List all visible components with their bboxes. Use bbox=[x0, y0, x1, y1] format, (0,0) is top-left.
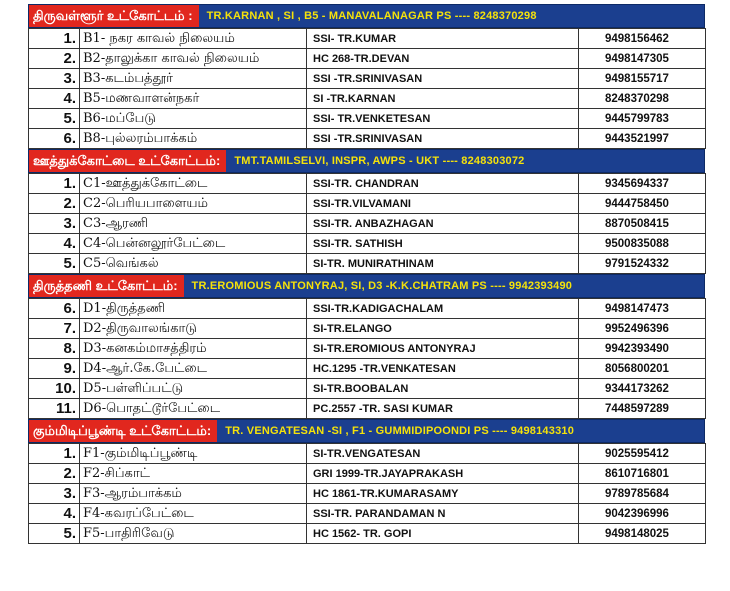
row-number: 2. bbox=[29, 49, 80, 69]
officer-name: SSI-TR.VILVAMANI bbox=[307, 194, 579, 214]
table-row bbox=[29, 484, 706, 504]
table-row bbox=[29, 109, 706, 129]
station-name: F4-கவரப்பேட்டை bbox=[80, 504, 307, 524]
officer-name: SI-TR.BOOBALAN bbox=[307, 379, 579, 399]
officer-name: SI-TR.VENGATESAN bbox=[307, 444, 579, 464]
station-name: B6-மப்பேடு bbox=[80, 109, 307, 129]
row-number: 3. bbox=[29, 214, 80, 234]
table-row bbox=[29, 379, 706, 399]
subdivision-header bbox=[28, 274, 705, 298]
station-name: B5-மணவாளன்நகர் bbox=[80, 89, 307, 109]
officer-name: SSI-TR. SATHISH bbox=[307, 234, 579, 254]
row-number: 5. bbox=[29, 524, 80, 544]
officer-name: HC 1562- TR. GOPI bbox=[307, 524, 579, 544]
phone-number: 9445799783 bbox=[579, 109, 706, 129]
subdivision-officer-info: TMT.TAMILSELVI, INSPR, AWPS - UKT ---- 8248303072 bbox=[234, 155, 525, 167]
officer-name: SSI -TR.SRINIVASAN bbox=[307, 129, 579, 149]
table-row bbox=[29, 399, 706, 419]
phone-number: 9498148025 bbox=[579, 524, 706, 544]
row-number: 11. bbox=[29, 399, 80, 419]
officer-name: SSI-TR. PARANDAMAN N bbox=[307, 504, 579, 524]
subdivision-officer-info: TR.EROMIOUS ANTONYRAJ, SI, D3 -K.K.CHATRAM PS ---- 9942393490 bbox=[191, 280, 573, 292]
officer-name: PC.2557 -TR. SASI KUMAR bbox=[307, 399, 579, 419]
subdivision-header bbox=[28, 419, 705, 443]
table-row bbox=[29, 29, 706, 49]
station-table bbox=[28, 298, 706, 419]
station-name: F5-பாதிரிவேடு bbox=[80, 524, 307, 544]
officer-name: SI -TR.KARNAN bbox=[307, 89, 579, 109]
officer-name: SI-TR.EROMIOUS ANTONYRAJ bbox=[307, 339, 579, 359]
table-row bbox=[29, 444, 706, 464]
station-name: D4-ஆர்.கே.பேட்டை bbox=[80, 359, 307, 379]
row-number: 6. bbox=[29, 299, 80, 319]
officer-name: HC.1295 -TR.VENKATESAN bbox=[307, 359, 579, 379]
police-contact-sheet bbox=[28, 4, 705, 544]
subdivision-title: ஊத்துக்கோட்டை உட்கோட்டம்: bbox=[29, 150, 226, 172]
row-number: 1. bbox=[29, 444, 80, 464]
row-number: 4. bbox=[29, 89, 80, 109]
row-number: 1. bbox=[29, 29, 80, 49]
officer-name: SI-TR.ELANGO bbox=[307, 319, 579, 339]
station-name: D5-பள்ளிப்பட்டு bbox=[80, 379, 307, 399]
station-table bbox=[28, 443, 706, 544]
phone-number: 9952496396 bbox=[579, 319, 706, 339]
subdivision-officer-info: TR.KARNAN , SI , B5 - MANAVALANAGAR PS ---- 8248370298 bbox=[206, 10, 537, 22]
officer-name: HC 268-TR.DEVAN bbox=[307, 49, 579, 69]
station-name: C3-ஆரணி bbox=[80, 214, 307, 234]
phone-number: 9500835088 bbox=[579, 234, 706, 254]
row-number: 9. bbox=[29, 359, 80, 379]
station-name: F1-கும்மிடிப்பூண்டி bbox=[80, 444, 307, 464]
station-name: B2-தாலுக்கா காவல் நிலையம் bbox=[80, 49, 307, 69]
row-number: 10. bbox=[29, 379, 80, 399]
table-row bbox=[29, 49, 706, 69]
phone-number: 9042396996 bbox=[579, 504, 706, 524]
table-row bbox=[29, 234, 706, 254]
station-name: C1-ஊத்துக்கோட்டை bbox=[80, 174, 307, 194]
officer-name: SSI -TR.SRINIVASAN bbox=[307, 69, 579, 89]
table-row bbox=[29, 254, 706, 274]
station-name: C2-பெரியபாளையம் bbox=[80, 194, 307, 214]
row-number: 2. bbox=[29, 194, 80, 214]
officer-name: HC 1861-TR.KUMARASAMY bbox=[307, 484, 579, 504]
officer-name: SSI- TR.KUMAR bbox=[307, 29, 579, 49]
phone-number: 8248370298 bbox=[579, 89, 706, 109]
phone-number: 9791524332 bbox=[579, 254, 706, 274]
table-row bbox=[29, 89, 706, 109]
subdivision-header bbox=[28, 4, 705, 28]
table-row bbox=[29, 299, 706, 319]
officer-name: SSI-TR. CHANDRAN bbox=[307, 174, 579, 194]
row-number: 8. bbox=[29, 339, 80, 359]
station-name: D2-திருவாலங்காடு bbox=[80, 319, 307, 339]
subdivision-title: திருவள்ளூர் உட்கோட்டம் : bbox=[29, 5, 199, 27]
phone-number: 9789785684 bbox=[579, 484, 706, 504]
row-number: 1. bbox=[29, 174, 80, 194]
subdivision-title: திருத்தணி உட்கோட்டம்: bbox=[29, 275, 184, 297]
phone-number: 9498156462 bbox=[579, 29, 706, 49]
phone-number: 9498147305 bbox=[579, 49, 706, 69]
phone-number: 9942393490 bbox=[579, 339, 706, 359]
table-row bbox=[29, 194, 706, 214]
phone-number: 7448597289 bbox=[579, 399, 706, 419]
row-number: 4. bbox=[29, 504, 80, 524]
subdivision-header bbox=[28, 149, 705, 173]
row-number: 4. bbox=[29, 234, 80, 254]
station-name: D6-பொதட்டூர்பேட்டை bbox=[80, 399, 307, 419]
row-number: 6. bbox=[29, 129, 80, 149]
table-row bbox=[29, 359, 706, 379]
table-row bbox=[29, 174, 706, 194]
station-name: D3-கனகம்மாசத்திரம் bbox=[80, 339, 307, 359]
row-number: 3. bbox=[29, 69, 80, 89]
table-row bbox=[29, 504, 706, 524]
phone-number: 8870508415 bbox=[579, 214, 706, 234]
table-row bbox=[29, 319, 706, 339]
phone-number: 8610716801 bbox=[579, 464, 706, 484]
phone-number: 9444758450 bbox=[579, 194, 706, 214]
station-name: C5-வெங்கல் bbox=[80, 254, 307, 274]
phone-number: 8056800201 bbox=[579, 359, 706, 379]
station-name: B8-புல்லரம்பாக்கம் bbox=[80, 129, 307, 149]
station-table bbox=[28, 28, 706, 149]
station-name: F3-ஆரம்பாக்கம் bbox=[80, 484, 307, 504]
table-row bbox=[29, 524, 706, 544]
station-name: D1-திருத்தணி bbox=[80, 299, 307, 319]
row-number: 7. bbox=[29, 319, 80, 339]
phone-number: 9498147473 bbox=[579, 299, 706, 319]
row-number: 5. bbox=[29, 109, 80, 129]
row-number: 5. bbox=[29, 254, 80, 274]
row-number: 2. bbox=[29, 464, 80, 484]
officer-name: SSI-TR. ANBAZHAGAN bbox=[307, 214, 579, 234]
officer-name: GRI 1999-TR.JAYAPRAKASH bbox=[307, 464, 579, 484]
phone-number: 9025595412 bbox=[579, 444, 706, 464]
station-name: B1- நகர காவல் நிலையம் bbox=[80, 29, 307, 49]
station-name: C4-பென்னலூர்பேட்டை bbox=[80, 234, 307, 254]
table-row bbox=[29, 69, 706, 89]
station-name: B3-கடம்பத்தூர் bbox=[80, 69, 307, 89]
phone-number: 9443521997 bbox=[579, 129, 706, 149]
station-name: F2-சிப்காட் bbox=[80, 464, 307, 484]
officer-name: SSI-TR.KADIGACHALAM bbox=[307, 299, 579, 319]
station-table bbox=[28, 173, 706, 274]
officer-name: SSI- TR.VENKETESAN bbox=[307, 109, 579, 129]
row-number: 3. bbox=[29, 484, 80, 504]
phone-number: 9345694337 bbox=[579, 174, 706, 194]
phone-number: 9498155717 bbox=[579, 69, 706, 89]
officer-name: SI-TR. MUNIRATHINAM bbox=[307, 254, 579, 274]
table-row bbox=[29, 129, 706, 149]
phone-number: 9344173262 bbox=[579, 379, 706, 399]
subdivision-title: கும்மிடிப்பூண்டி உட்கோட்டம்: bbox=[29, 420, 217, 442]
table-row bbox=[29, 214, 706, 234]
table-row bbox=[29, 464, 706, 484]
subdivision-officer-info: TR. VENGATESAN -SI , F1 - GUMMIDIPOONDI PS ---- 9498143310 bbox=[225, 425, 575, 437]
table-row bbox=[29, 339, 706, 359]
